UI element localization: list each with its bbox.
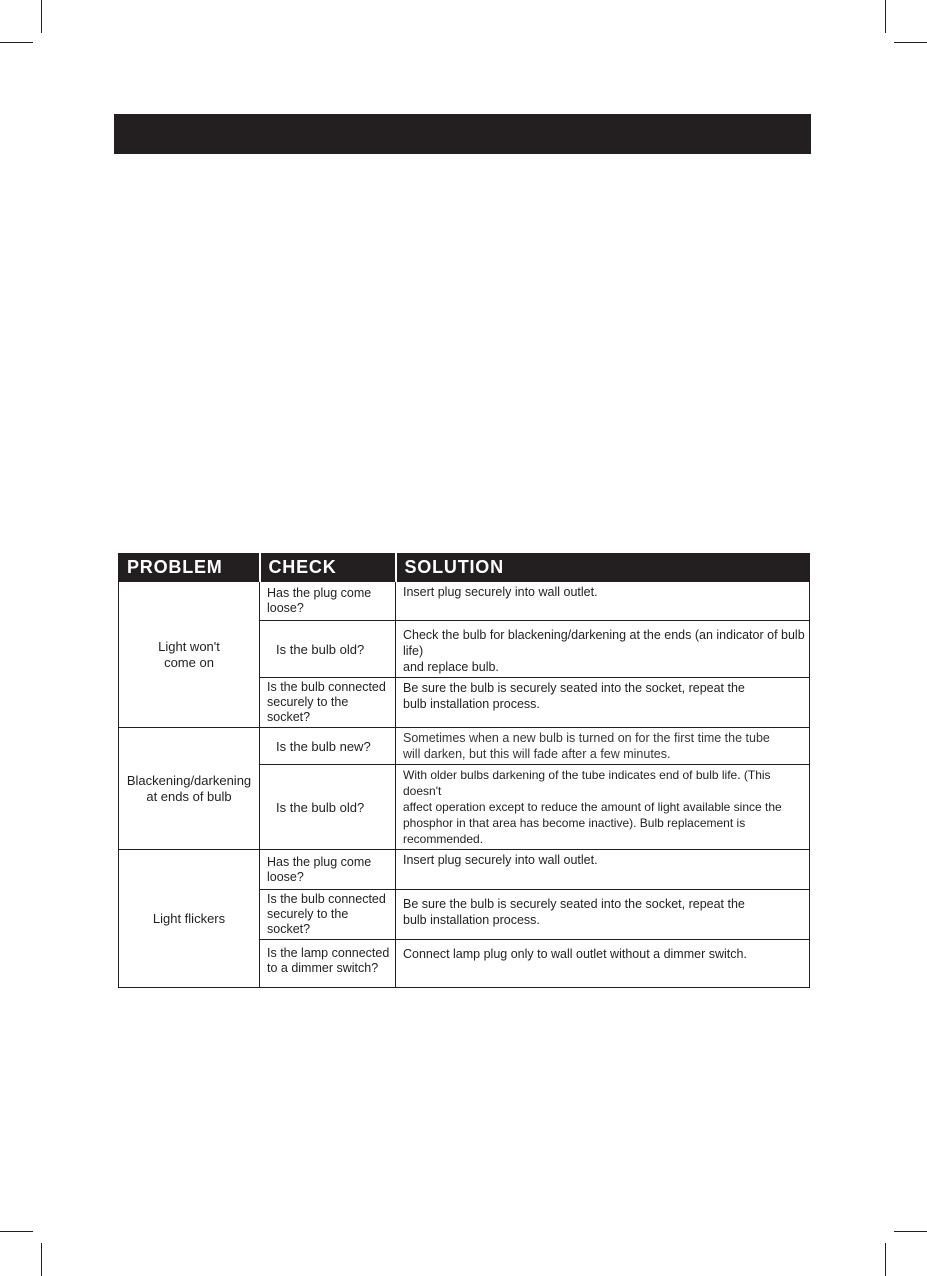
check-text: Is the bulb old? [276,641,365,657]
crop-mark [894,42,927,43]
solution-column-header: SOLUTION [396,554,810,582]
solution-text: Be sure the bulb is securely seated into the socket, repeat the bulb installation process. [403,897,745,927]
check-cell [260,621,396,678]
solution-text: Be sure the bulb is securely seated into the socket, repeat the bulb installation process. [403,681,745,711]
check-text: Is the bulb connected securely to the socket? [267,680,386,724]
problem-text: Light won't come on [158,638,220,670]
problem-cell [119,582,260,728]
check-text: Has the plug come loose? [267,854,372,884]
solution-cell [396,765,810,850]
solution-cell [396,850,810,890]
solution-cell [396,621,810,678]
crop-mark [0,42,33,43]
check-cell [260,765,396,850]
table-row [119,728,810,765]
solution-cell [396,582,810,621]
crop-mark [885,0,886,33]
solution-cell [396,890,810,940]
troubleshooting-table [118,553,810,988]
solution-text: Insert plug securely into wall outlet. [403,585,598,599]
problem-cell [119,728,260,850]
problem-text: Blackening/darkening at ends of bulb [126,772,252,804]
check-cell [260,890,396,940]
crop-mark [885,1243,886,1276]
check-text: Is the bulb new? [276,738,371,754]
crop-mark [41,0,42,33]
problem-text: Light flickers [152,910,226,926]
problem-column-header: PROBLEM [119,554,260,582]
table-header-row [119,554,810,582]
solution-text: Connect lamp plug only to wall outlet without a dimmer switch. [403,947,747,961]
solution-cell [396,678,810,728]
check-column-header: CHECK [260,554,396,582]
crop-mark [0,1231,33,1232]
check-text: Has the plug come loose? [267,586,372,615]
solution-cell [396,728,810,765]
check-text: Is the bulb old? [276,799,365,815]
table-row [119,850,810,890]
check-cell [260,940,396,988]
solution-text: Sometimes when a new bulb is turned on for the first time the tube will darken, but this will fade after a few minutes. [403,731,770,761]
crop-mark [894,1231,927,1232]
check-text: Is the lamp connected to a dimmer switch? [267,946,390,975]
solution-text: Insert plug securely into wall outlet. [403,853,598,867]
section-header-bar [114,114,811,154]
problem-cell [119,850,260,988]
check-cell [260,728,396,765]
table-row [119,582,810,621]
check-cell [260,850,396,890]
check-cell [260,678,396,728]
check-cell [260,582,396,621]
solution-text: With older bulbs darkening of the tube indicates end of bulb life. (This doesn't affect operation except to reduce the amount of light available since the phosphor in that area has become inactive). Bulb replacement is recommended. [403,768,782,846]
crop-mark [41,1243,42,1276]
solution-cell [396,940,810,988]
check-text: Is the bulb connected securely to the socket? [267,892,386,936]
solution-text: Check the bulb for blackening/darkening at the ends (an indicator of bulb life) and replace bulb. [403,628,805,674]
